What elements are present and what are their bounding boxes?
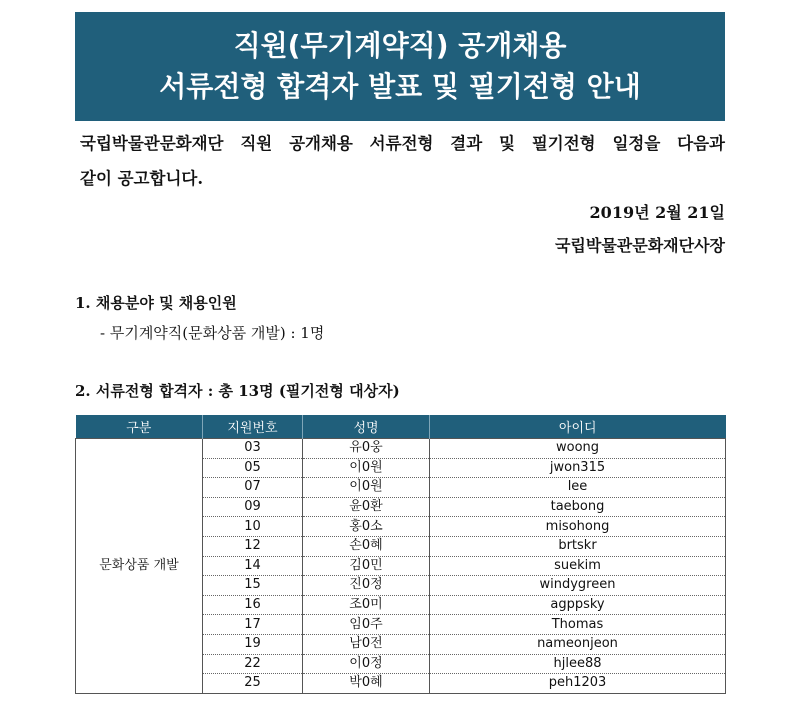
name-cell: 윤0환 — [303, 497, 430, 517]
table-row — [76, 439, 726, 459]
user-id-cell: peh1203 — [430, 674, 726, 694]
header-applicant-number: 지원번호 — [203, 415, 303, 439]
applicant-number-cell: 05 — [203, 458, 303, 478]
section-1-item: - 무기계약직(문화상품 개발) : 1명 — [100, 324, 325, 342]
name-cell: 임0주 — [303, 615, 430, 635]
title-banner — [75, 12, 725, 121]
user-id-cell: woong — [430, 439, 726, 459]
name-cell: 이0원 — [303, 478, 430, 498]
user-id-cell: windygreen — [430, 576, 726, 596]
category-cell: 문화상품 개발 — [76, 439, 203, 694]
section-2-title: 2. 서류전형 합격자 : 총 13명 (필기전형 대상자) — [75, 382, 400, 400]
applicant-number-cell: 07 — [203, 478, 303, 498]
applicant-number-cell: 03 — [203, 439, 303, 459]
applicant-number-cell: 22 — [203, 654, 303, 674]
name-cell: 홍0소 — [303, 517, 430, 537]
name-cell: 손0혜 — [303, 536, 430, 556]
applicant-number-cell: 14 — [203, 556, 303, 576]
title-line-2: 서류전형 합격자 발표 및 필기전형 안내 — [159, 70, 641, 103]
header-user-id: 아이디 — [430, 415, 726, 439]
applicant-number-cell: 10 — [203, 517, 303, 537]
applicant-number-cell: 17 — [203, 615, 303, 635]
user-id-cell: jwon315 — [430, 458, 726, 478]
user-id-cell: suekim — [430, 556, 726, 576]
applicant-number-cell: 25 — [203, 674, 303, 694]
applicant-number-cell: 19 — [203, 634, 303, 654]
applicant-number-cell: 09 — [203, 497, 303, 517]
section-1-title: 1. 채용분야 및 채용인원 — [75, 294, 237, 312]
name-cell: 이0정 — [303, 654, 430, 674]
name-cell: 유0웅 — [303, 439, 430, 459]
name-cell: 박0혜 — [303, 674, 430, 694]
table-header-row — [76, 415, 726, 439]
applicant-number-cell: 12 — [203, 536, 303, 556]
applicant-number-cell: 16 — [203, 595, 303, 615]
header-name: 성명 — [303, 415, 430, 439]
user-id-cell: lee — [430, 478, 726, 498]
name-cell: 남0전 — [303, 634, 430, 654]
name-cell: 조0미 — [303, 595, 430, 615]
announcement-date: 2019년 2월 21일 — [589, 203, 725, 222]
user-id-cell: hjlee88 — [430, 654, 726, 674]
user-id-cell: nameonjeon — [430, 634, 726, 654]
user-id-cell: Thomas — [430, 615, 726, 635]
header-category: 구분 — [76, 415, 203, 439]
intro-text-line-2: 같이 공고합니다. — [80, 169, 204, 188]
title-line-1: 직원(무기계약직) 공개채용 — [233, 29, 567, 62]
name-cell: 이0원 — [303, 458, 430, 478]
applicant-number-cell: 15 — [203, 576, 303, 596]
name-cell: 진0정 — [303, 576, 430, 596]
user-id-cell: misohong — [430, 517, 726, 537]
issuer-name: 국립박물관문화재단사장 — [554, 236, 725, 255]
user-id-cell: taebong — [430, 497, 726, 517]
intro-text-line-1: 국립박물관문화재단 직원 공개채용 서류전형 결과 및 필기전형 일정을 다음과 — [80, 134, 725, 153]
user-id-cell: agppsky — [430, 595, 726, 615]
name-cell: 김0민 — [303, 556, 430, 576]
passers-table — [75, 415, 726, 694]
user-id-cell: brtskr — [430, 536, 726, 556]
